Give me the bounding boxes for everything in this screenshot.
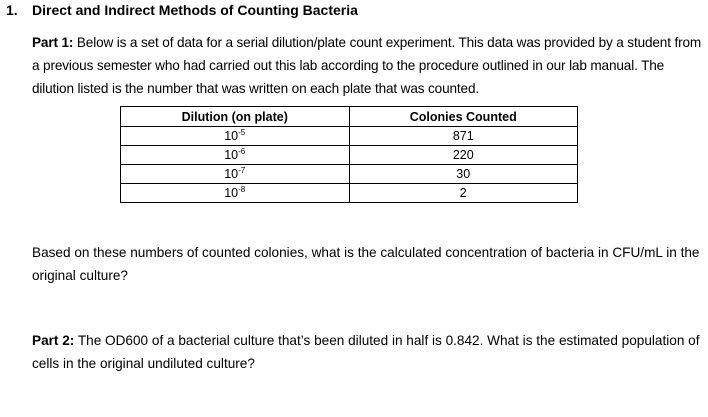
part1-label: Part 1: xyxy=(32,35,74,50)
dilution-exponent: -8 xyxy=(238,185,246,194)
colonies-cell: 2 xyxy=(349,184,578,203)
colonies-cell: 871 xyxy=(349,127,578,146)
question-title: Direct and Indirect Methods of Counting Bacteria xyxy=(32,2,358,18)
dilution-cell xyxy=(121,127,350,146)
header-colonies: Colonies Counted xyxy=(349,107,578,127)
part1-text: Below is a set of data for a serial dilution/plate count experiment. This data was provided by a student from a previous semester who had carried out this lab according to the procedure outlined in our lab manual. The dilution listed is the number that was written on each plate that was counted. xyxy=(32,35,702,96)
dilution-base: 10 xyxy=(224,148,239,162)
table-row xyxy=(121,146,578,165)
dilution-base: 10 xyxy=(224,167,239,181)
dilution-data-table xyxy=(120,106,578,203)
part1-paragraph xyxy=(32,31,704,100)
question-number: 1. xyxy=(6,2,18,18)
colonies-cell: 30 xyxy=(349,165,578,184)
dilution-exponent: -5 xyxy=(238,128,246,137)
part2-paragraph xyxy=(32,329,704,375)
header-dilution: Dilution (on plate) xyxy=(121,107,350,127)
dilution-base: 10 xyxy=(224,129,239,143)
question-heading xyxy=(6,2,358,18)
table-row xyxy=(121,127,578,146)
dilution-exponent: -7 xyxy=(238,166,246,175)
dilution-cell xyxy=(121,165,350,184)
table-row xyxy=(121,184,578,203)
part2-text: The OD600 of a bacterial culture that’s been diluted in half is 0.842. What is the estimated population of cells in the original undiluted culture? xyxy=(32,333,700,371)
dilution-cell xyxy=(121,146,350,165)
dilution-base: 10 xyxy=(224,186,239,200)
table-row xyxy=(121,165,578,184)
dilution-exponent: -6 xyxy=(238,147,246,156)
part2-label: Part 2: xyxy=(32,333,75,348)
colonies-cell: 220 xyxy=(349,146,578,165)
concentration-question: Based on these numbers of counted colonies, what is the calculated concentration of bacteria in CFU/mL in the original culture? xyxy=(32,245,700,283)
dilution-cell xyxy=(121,184,350,203)
table-header-row xyxy=(121,107,578,127)
